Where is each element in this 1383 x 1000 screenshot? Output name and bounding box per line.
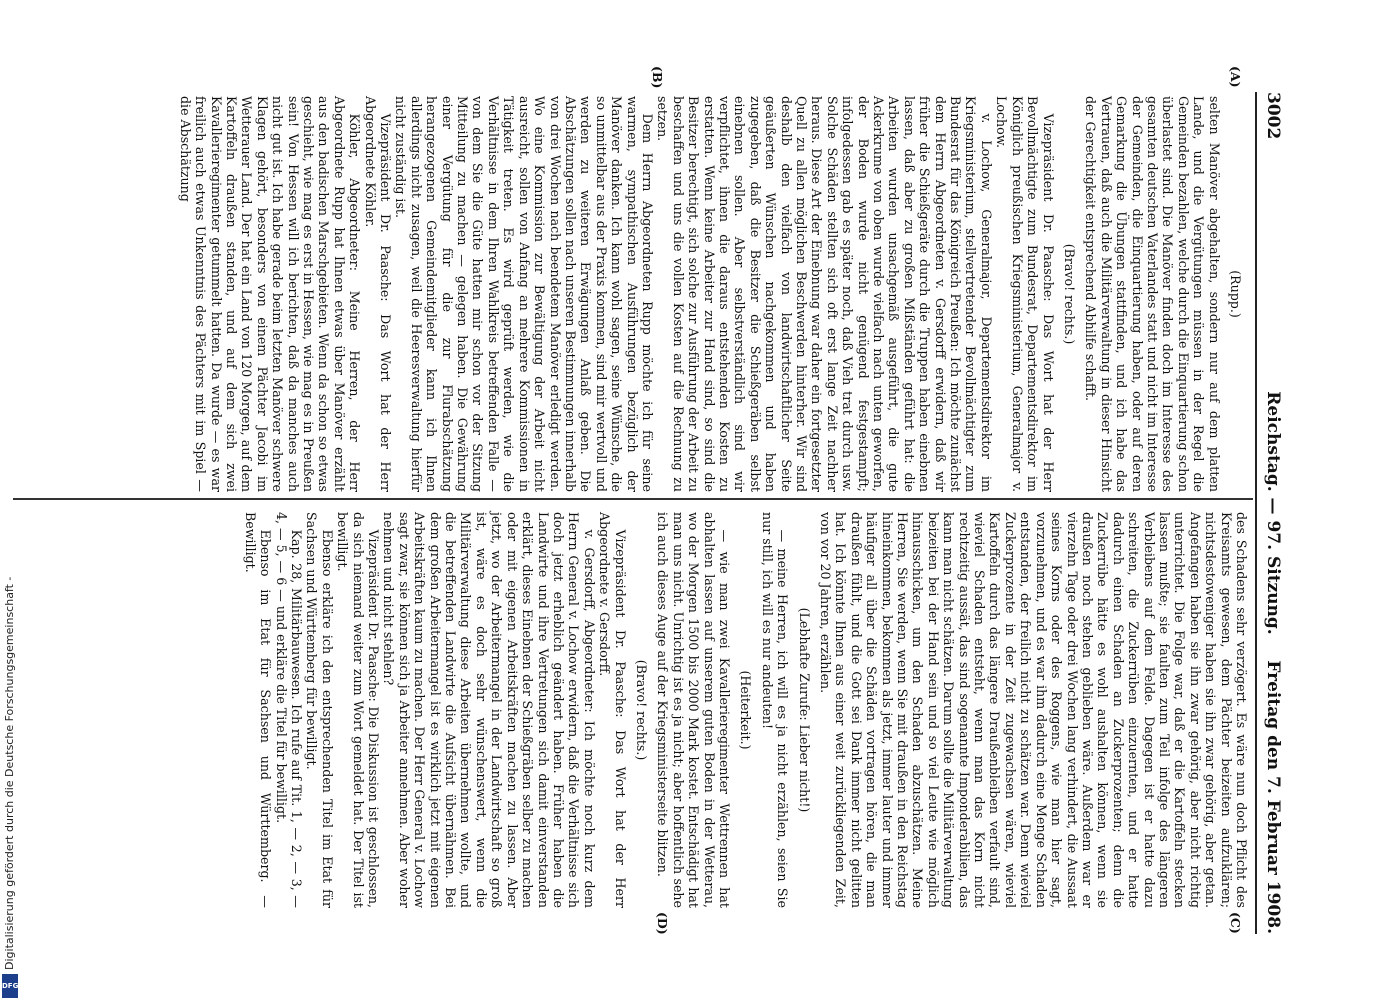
margin-letter-b: (B) xyxy=(650,66,665,89)
paragraph: Köhler, Abgeordneter: Meine Herren, der Herr Abgeordnete Rupp hat Ihnen etwas über Manöver erzählt aus den badischen Marschgebieten. Wenn da schon so etwas geschieht, wie mag es erst in Hessen, wie mag es in Preußen sein! Von Hessen will ich berichten, daß da manches auch nicht gut ist. Ich habe gerade beim letzten Manöver schwere Klagen gehört, besonders von einem Pächter Jacobi im Wetterauer Land. Der hat ein Land von 120 Morgen, auf dem Kartoffeln draußen standen, und auf dem sich zwei Kavallerieregimenter getummelt hatten. Da wurde — es war freilich auch etwas Unkenntnis des Pächters mit im Spiel — die Abschätzung xyxy=(177,96,363,492)
paragraph: Ebenso erkläre ich den entsprechenden Titel im Etat für Sachsen und Württemberg für bewilligt. xyxy=(304,512,335,908)
page-number: 3002 xyxy=(1263,92,1283,140)
margin-letter-a: (A) xyxy=(1228,66,1243,88)
digitization-credit xyxy=(0,0,20,1000)
stage-remark: (Heiterkeit.) xyxy=(738,670,754,750)
paragraph: Dem Herrn Abgeordneten Rupp möchte ich für seine warmen, sympathischen Ausführungen bezüglich der Manöver danken. Ich kann wohl sagen, seine Wünsche, die so unmittelbar aus der Praxis kommen, sind mir wertvoll und werden zu weiteren Erwägungen Anlaß geben. Die Abschätzungen sollen nach unseren Bestimmungen innerhalb von drei Wochen nach beendetem Manöver erledigt werden. Wo eine Kommission zur Bewältigung der Arbeit nicht ausreicht, sollen von Anfang an mehrere Kommissionen in Tätigkeit treten. Es wird geprüft werden, wie die Verhältnisse in dem Ihren Wahlkreis betreffenden Falle — von dem Sie die Güte hatten mir schon vor der Sitzung Mitteilung zu machen — gelegen haben. Die Gewährung einer Vergütung für die zur Flurabschätzung herangezogenen Gemeindemitglieder kann ich Ihnen allerdings nicht zusagen, weil die Heeresverwaltung hierfür nicht zuständig ist. xyxy=(393,96,655,492)
header-rule xyxy=(1255,92,1257,934)
credit-text: Digitalisierung gefördert durch die Deutsche Forschungsgemeinschaft - xyxy=(3,576,16,970)
session-title: Reichstag. — 97. Sitzung. xyxy=(1263,391,1283,635)
margin-letter-d: (D) xyxy=(655,912,670,935)
paragraph: Vizepräsident Dr. Paasche: Das Wort hat der Herr Bevollmächtigte zum Bundesrat, Departementsdirektor im Königlich preußischen Kriegsministerium, Generalmajor v. Lochow. xyxy=(994,96,1056,492)
margin-letter-c: (C) xyxy=(1228,912,1243,934)
paragraph: des Schadens sehr verzögert. Es wäre nun doch Pflicht des Kreisamts gewesen, dem Pächter beizeiten aufzuklären; nichtsdestoweniger haben sie ihn zwar gehörig, aber getan. Angefangen haben sie ihn zwar gehörig, aber nicht richtig unterrichtet. Die Folge war, daß er die Kartoffeln stecken lassen mußte; sie faulten zum Teil infolge des längeren Verbleibens auf dem Felde. Dagegen ist er hatte dazu schreiten, die Zuckerrüben einzuernten, und er hatte dadurch einen Schaden an Zuckerprozenten; denn die Zuckerrübe hätte es wohl aushalten können, wenn sie draußen noch stehen geblieben wäre. Außerdem war er vierzehn Tage oder drei Wochen lang verhindert, die Aussaat seines Korns oder des Roggens, wie man hier sagt, vorzunehmen, und es war ihm dadurch eine Menge Schaden entstanden, der freilich nicht zu schätzen war. Denn wieviel Zuckerprozente in der Zeit zugewachsen wären, wieviel Kartoffeln durch das längere Draußenbleiben verfault sind, wieviel Schaden entsteht, wenn man das Korn nicht rechtzeitig aussät, das sind sogenannte Imponderabilien, das kann man nicht schätzen. Darum sollte die Militärverwaltung beizeiten bei der Hand sein und so viel Leute wie möglich hinausschicken, um den Schaden abzuschätzen. Meine Herren, Sie werden, wenn Sie mit draußen in den Reichstag hineinkommen, bekommen als jetzt, immer lauter und immer häufiger all über die Schäden vortragen hören, die man draußen fühlt, und die Gott sei Dank immer nicht gelitten hat. Ich könnte Ihnen aus einer weit zurückliegenden Zeit, von vor 20 Jahren, erzählen. xyxy=(818,512,1249,908)
stage-remark: (Bravo! rechts.) xyxy=(633,659,649,761)
right-column xyxy=(242,512,1249,908)
session-date: Freitag den 7. Februar 1908. xyxy=(1263,660,1283,934)
paragraph: selten Manöver abgehalten, sondern nur auf dem platten Lande, und die Vergütungen müssen in der Regel die Gemeinden bezahlen, welche durch die Einquartierung schon überlastet sind. Die Manöver finden doch im Interesse des gesamten deutschen Vaterlandes statt und nicht im Interesse der Gemeinden, die Einquartierung haben, oder auf deren Gemarkung die Übungen stattfinden, und ich habe das Vertrauen, daß auch die Militärverwaltung in dieser Hinsicht der Gerechtigkeit entsprechend Abhilfe schafft. xyxy=(1083,96,1222,492)
paragraph: v. Gersdorff, Abgeordneter: Ich möchte noch kurz dem Herrn General v. Lochow erwidern, daß die Verhältnisse sich doch jetzt erheblich geändert haben. Früher haben die Landwirte und ihre Vertretungen sich damit einverstanden erklärt, dieses Einebnen der Schießgräben selber zu machen oder mit eigenen Arbeitskräften machen zu lassen. Aber jetzt, wo der Arbeitermangel in der Landwirtschaft so groß ist, wäre es doch sehr wünschenswert, wenn die Militärverwaltung diese Arbeiten übernehmen wollte, und die betreffenden Landwirte die Aufsicht übernähmen. Bei dem großen Arbeitermangel ist es wirklich jetzt mit eigenen Arbeitskräften kaum zu machen. Der Herr General v. Lochow sagt zwar, sie können sich ja Arbeiter annehmen. Aber woher nehmen und nicht stehlen? xyxy=(381,512,597,908)
paragraph: v. Lochow, Generalmajor, Departementsdirektor im Kriegsministerium, stellvertretender Bevollmächtigter zum Bundesrat für das Königreich Preußen: Ich möchte zunächst dem Herrn Abgeordneten v. Gersdorff erwidern, daß wir früher die Schießgeräte durch die Truppen haben einebnen lassen, daß aber zu großen Mißständen geführt hat: die Arbeiten wurden unsachgemäß ausgeführt, die gute Ackerkrume von oben wurde vielfach nach unten geworfen, der Boden wurde nicht genügend festgestampft; infolgedessen gab es später noch, daß Vieh trat durch usw. Solche Schäden stellten sich oft erst lange Zeit nachher heraus. Diese Art der Einebnung war daher ein fortgesetzter Quell zu allen möglichen Beschwerden hinterher. Wir sind deshalb den vielfach von landwirtschaftlicher Seite geäußerten Wünschen nachgekommen und haben zugegeben, daß die Besitzer die Schießgeräben selbst einebnen sollen. Aber selbstverständlich sind wir verpflichtet, ihnen die daraus entstehenden Kosten zu erstatten. Wenn keine Arbeiter zur Hand sind, so sind die Besitzer berechtigt, sich solche zur Ausführung der Arbeit zu beschaffen und uns die vollen Kosten auf die Rechnung zu setzen. xyxy=(655,96,994,492)
paragraph: — meine Herren, ich will es ja nicht erzählen, seien Sie nur still, ich will es nur andeuten! xyxy=(759,512,791,908)
paragraph: — wie man zwei Kavallerieregimenter Wettrennen hat abhalten lassen auf unserem guten Boden in der Wetterau, wo der Morgen 1500 bis 2000 Mark kostet. Entschädigt hat man uns nicht. Unrichtig ist es ja nicht; aber hoffentlich sehe ich auch dieses Auge auf der Kriegsministerseite blitzen. xyxy=(655,512,732,908)
paragraph: Ebenso im Etat für Sachsen und Württemberg. — Bewilligt. xyxy=(242,512,274,908)
paragraph: Vizepräsident Dr. Paasche: Das Wort hat der Herr Abgeordnete Köhler. xyxy=(362,96,394,492)
column-divider xyxy=(13,498,1253,500)
stage-remark: (Lebhafte Zurufe: Lieber nicht!) xyxy=(796,607,812,813)
stage-remark: (Bravo! rechts.) xyxy=(1061,243,1077,345)
left-column xyxy=(177,96,1249,492)
paragraph: Vizepräsident Dr. Paasche: Die Diskussion ist geschlossen, da sich niemand weiter zum Wort gemeldet hat. Der Titel ist bewilligt. xyxy=(335,512,382,908)
paragraph: Kap. 28, Militärbauwesen. Ich rufe auf Tit. 1, — 2, — 3, — 4, — 5, — 6 — und erkläre die Titel für bewilligt. xyxy=(273,512,305,908)
stage-remark: (Rupp.) xyxy=(1228,270,1243,318)
paragraph: Vizepräsident Dr. Paasche: Das Wort hat der Herr Abgeordnete v. Gersdorff. xyxy=(597,512,628,908)
page-header xyxy=(1257,92,1287,934)
dfg-logo: DFG xyxy=(2,974,18,998)
